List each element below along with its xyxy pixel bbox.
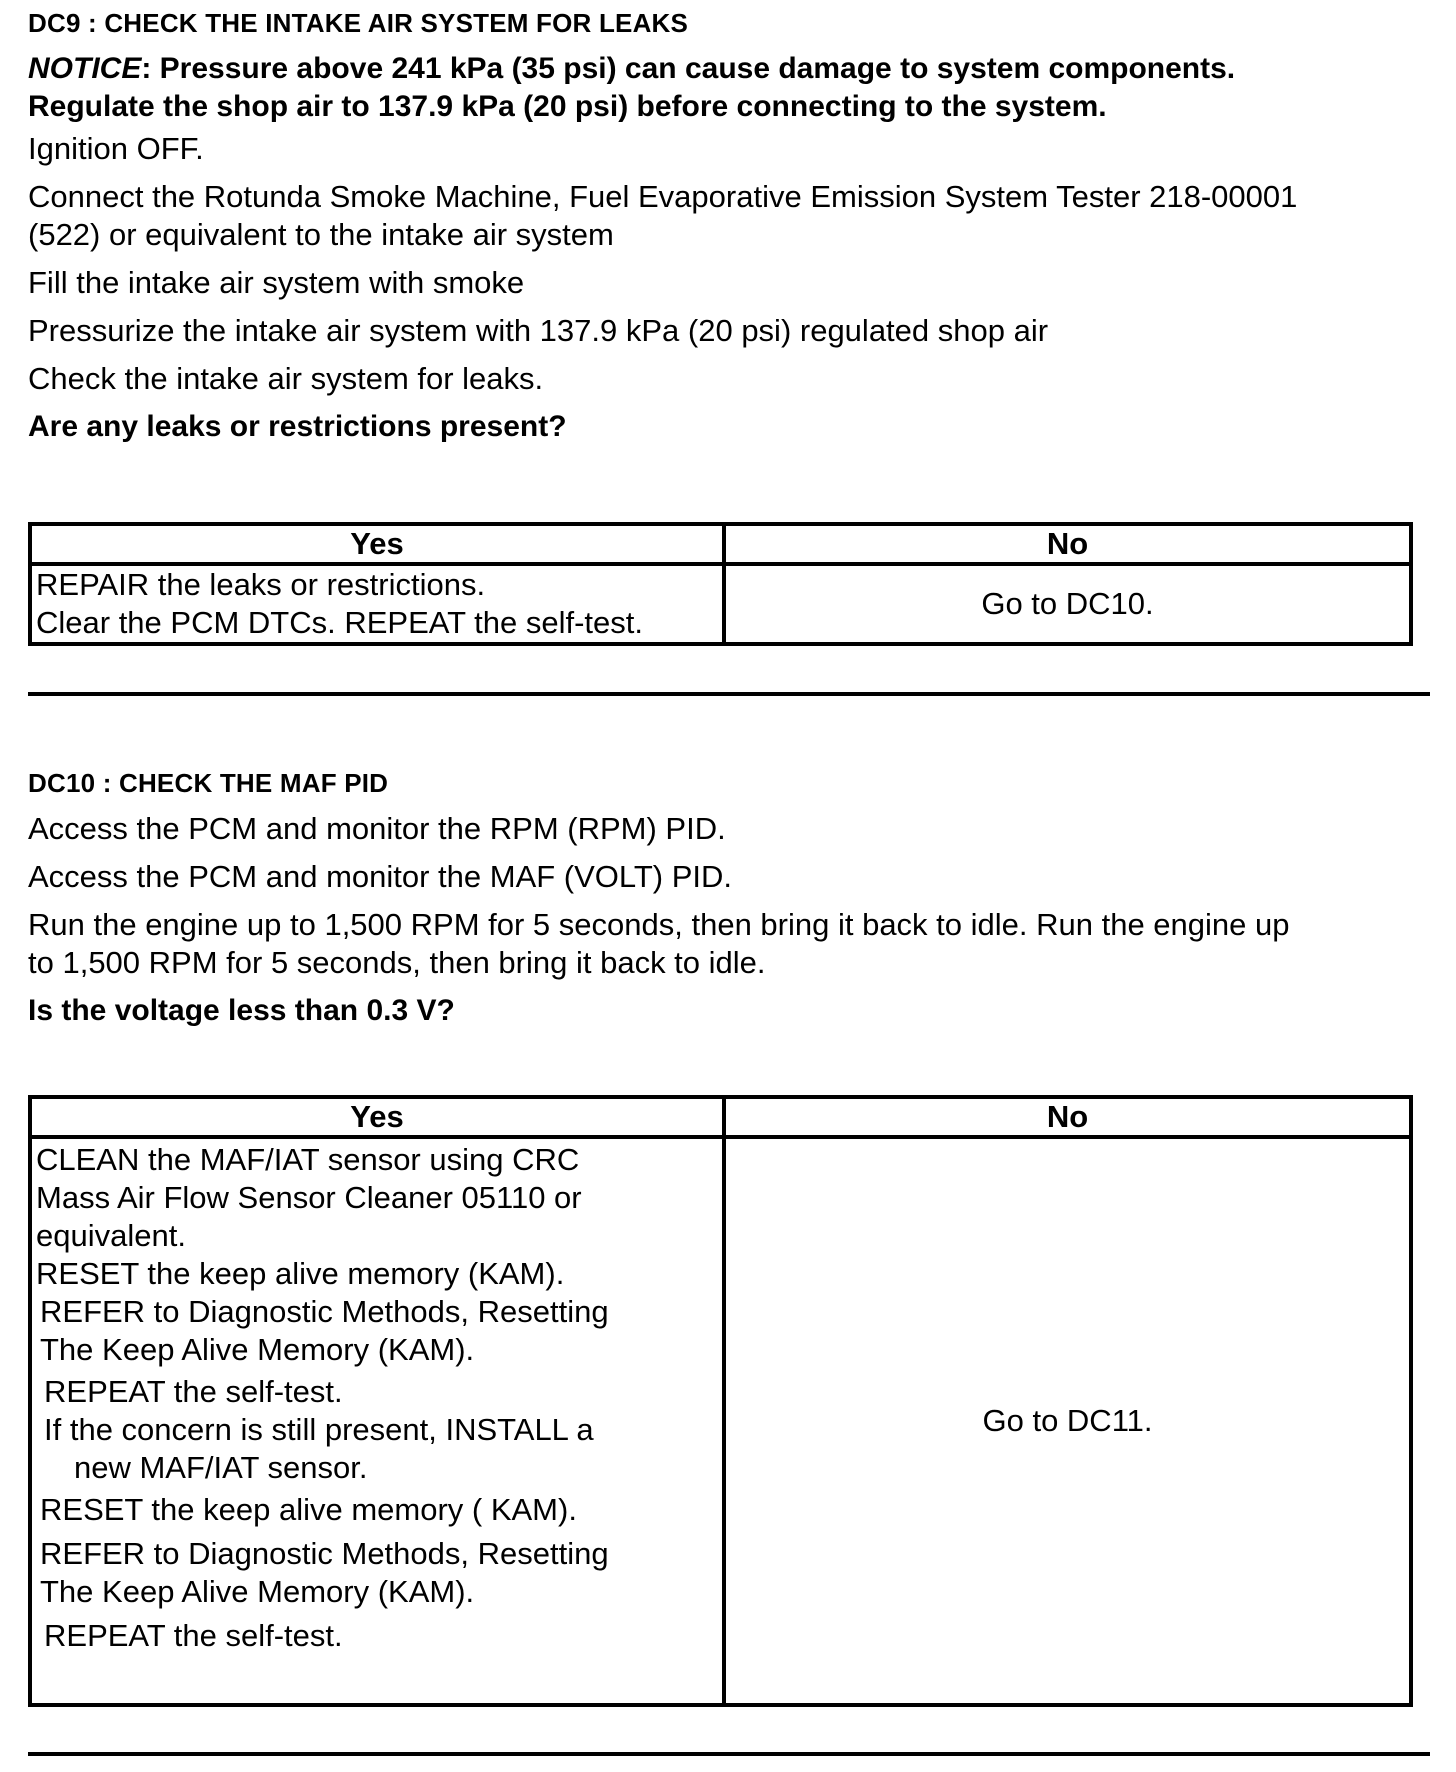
yes-action-line: REPEAT the self-test.: [44, 1618, 343, 1653]
yes-action-line: REPAIR the leaks or restrictions.: [36, 567, 486, 602]
dc10-line-run: Run the engine up to 1,500 RPM for 5 seconds, then bring it back to idle. Run the engine up: [28, 907, 1290, 942]
yes-action-line: equivalent.: [36, 1218, 186, 1253]
notice-text-1: : Pressure above 241 kPa (35 psi) can cause damage to system components.: [141, 52, 1236, 85]
no-header: No: [724, 1097, 1411, 1137]
section-divider: [28, 692, 1430, 696]
section-divider: [28, 1752, 1430, 1756]
yes-header: Yes: [30, 524, 724, 564]
dc9-section: [28, 8, 1428, 446]
yes-action-line: Clear the PCM DTCs. REPEAT the self-test.: [36, 605, 643, 640]
yes-action-line: REPEAT the self-test.: [44, 1374, 343, 1409]
dc10-decision-table: [28, 1095, 1413, 1707]
dc10-question: Is the voltage less than 0.3 V?: [28, 994, 455, 1027]
dc9-decision-table: [28, 522, 1413, 646]
dc9-title: DC9 : CHECK THE INTAKE AIR SYSTEM FOR LEAKS: [28, 8, 689, 38]
dc10-section: [28, 768, 1428, 1030]
yes-action-line: Mass Air Flow Sensor Cleaner 05110 or: [36, 1180, 582, 1215]
dc10-line-maf: Access the PCM and monitor the MAF (VOLT) PID.: [28, 859, 733, 894]
yes-header: Yes: [30, 1097, 724, 1137]
dc9-question: Are any leaks or restrictions present?: [28, 410, 567, 443]
no-header: No: [724, 524, 1411, 564]
goto-dc11-link[interactable]: Go to DC11.: [982, 1403, 1153, 1438]
no-cell: [724, 564, 1411, 644]
yes-action-line: RESET the keep alive memory (KAM).: [36, 1256, 565, 1291]
goto-dc10-link[interactable]: Go to DC10.: [981, 586, 1154, 621]
dc10-line-run-cont: to 1,500 RPM for 5 seconds, then bring it back to idle.: [28, 945, 766, 980]
notice-label: NOTICE: [28, 52, 142, 85]
yes-action-line: CLEAN the MAF/IAT sensor using CRC: [36, 1142, 580, 1177]
dc9-notice: [28, 50, 1428, 88]
yes-cell: [30, 1137, 724, 1705]
yes-action-line: RESET the keep alive memory ( KAM).: [40, 1492, 577, 1527]
dc10-line-rpm: Access the PCM and monitor the RPM (RPM) PID.: [28, 811, 726, 846]
yes-action-line: If the concern is still present, INSTALL a: [44, 1412, 594, 1447]
dc10-title: DC10 : CHECK THE MAF PID: [28, 768, 389, 798]
dc9-line-fill: Fill the intake air system with smoke: [28, 265, 525, 300]
dc9-line-connect-cont: (522) or equivalent to the intake air system: [28, 217, 614, 252]
yes-action-line: REFER to Diagnostic Methods, Resetting: [40, 1536, 609, 1571]
no-cell: [724, 1137, 1411, 1705]
yes-action-line: new MAF/IAT sensor.: [74, 1450, 368, 1485]
dc9-line-ignition: Ignition OFF.: [28, 131, 204, 166]
dc9-line-pressurize: Pressurize the intake air system with 137.9 kPa (20 psi) regulated shop air: [28, 313, 1049, 348]
yes-action-line: REFER to Diagnostic Methods, Resetting: [40, 1294, 609, 1329]
dc9-line-check: Check the intake air system for leaks.: [28, 361, 544, 396]
yes-action-line: The Keep Alive Memory (KAM).: [40, 1574, 475, 1609]
dc9-line-connect: Connect the Rotunda Smoke Machine, Fuel Evaporative Emission System Tester 218-00001: [28, 179, 1298, 214]
yes-cell: [30, 564, 724, 644]
notice-text-2: Regulate the shop air to 137.9 kPa (20 psi) before connecting to the system.: [28, 90, 1107, 123]
yes-action-line: The Keep Alive Memory (KAM).: [40, 1332, 475, 1367]
